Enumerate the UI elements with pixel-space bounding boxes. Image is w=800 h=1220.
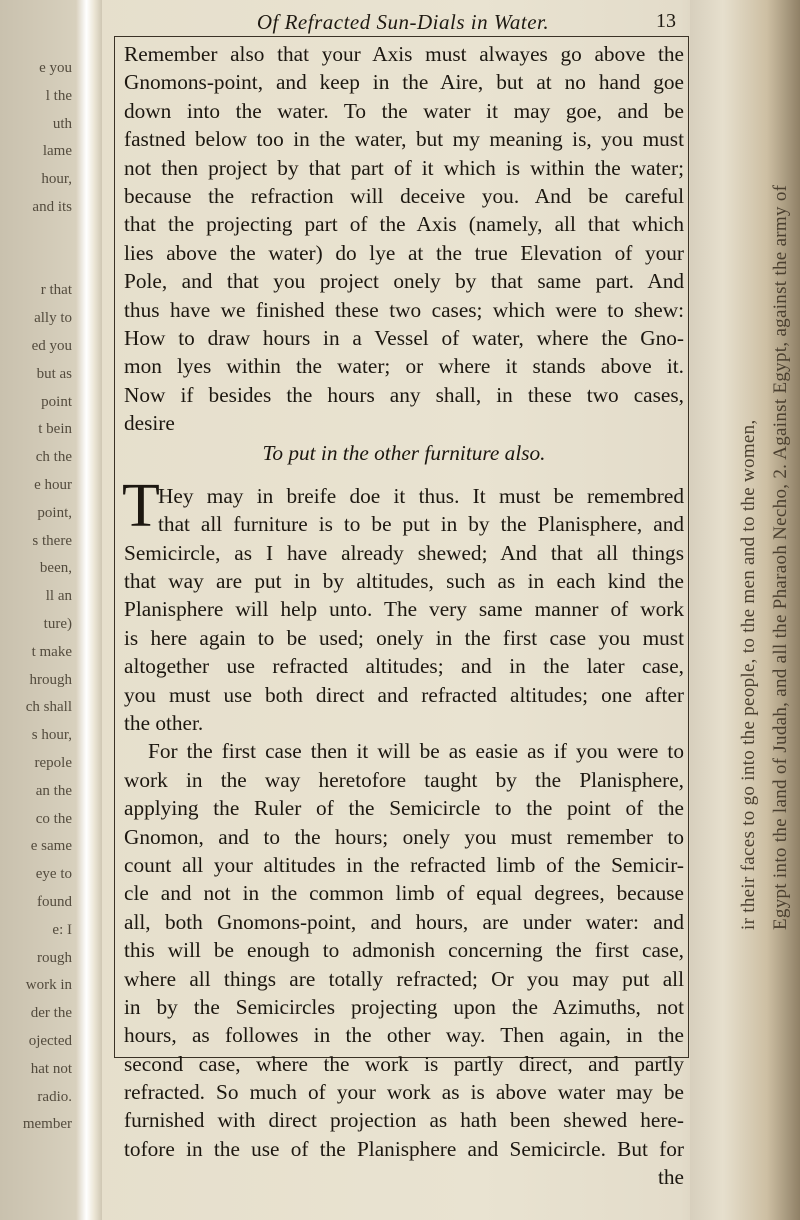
facing-page-line: ojected <box>28 1033 72 1049</box>
facing-page-line: and its <box>32 199 72 215</box>
facing-page-line: ally to <box>34 310 72 327</box>
text-line: that way are put in by altitudes, such as in each kind the <box>124 569 684 594</box>
facing-page-line: ch shall <box>25 699 72 716</box>
text-line: is here again to be used; onely in the first case you must <box>124 625 684 650</box>
text-line: Pole, and that you project onely by that same part. And <box>124 269 684 294</box>
text-line: because the refraction will deceive you. And be careful <box>124 183 684 208</box>
text-line: altogether use refracted altitudes; and in the later case, <box>124 654 684 679</box>
facing-page-line: e you <box>39 60 72 76</box>
facing-page-line: point <box>41 393 72 410</box>
text-line: mon lyes within the water; or where it stands above it. <box>124 354 684 379</box>
facing-page-line: lame <box>42 143 72 160</box>
text-line: this will be enough to admonish concerning the first case, <box>124 938 684 963</box>
facing-page-line: but as <box>36 365 72 382</box>
facing-page-line: been, <box>39 560 72 577</box>
text-line: in by the Semicircles projecting upon the Azimuths, not <box>124 994 684 1019</box>
text-line: Semicircle, as I have already shewed; And that all things <box>124 540 684 565</box>
adjacent-page-text-line-2: Egypt into the land of Judah, and all the Pharaoh Necho, 2. Against Egypt, against the army of <box>770 184 791 930</box>
text-line: down into the water. To the water it may goe, and be <box>124 98 684 123</box>
facing-page-line: member <box>22 1116 72 1133</box>
text-line: second case, where the work is partly direct, and partly <box>124 1051 684 1076</box>
facing-page-line: point, <box>37 504 72 521</box>
text-line: Now if besides the hours any shall, in these two cases, <box>124 382 684 407</box>
facing-page-line: ture) <box>43 616 72 632</box>
adjacent-page-text-line-1: ir their faces to go into the people, to the men and to the women, <box>738 419 759 930</box>
facing-page-line: found <box>37 894 72 910</box>
text-line: Remember also that your Axis must alwayes go above the <box>124 42 684 66</box>
facing-page-line: der the <box>30 1005 72 1022</box>
facing-page-line: e hour <box>34 477 72 493</box>
text-line: cle and not in the common limb of equal degrees, because <box>124 881 684 906</box>
facing-page-line: ch the <box>35 449 72 466</box>
facing-page-line: work in <box>25 977 72 994</box>
paragraph-1 <box>124 40 684 437</box>
page-number: 13 <box>656 10 676 32</box>
facing-page-line: ed you <box>31 338 72 354</box>
text-line: thus have we finished these two cases; which were to shew: <box>124 297 684 322</box>
facing-page-line: s hour, <box>31 727 72 744</box>
facing-page-line: t bein <box>38 421 72 438</box>
facing-page-line: t make <box>31 643 72 660</box>
text-line: not then project by that part of it which is within the water; <box>124 155 684 180</box>
facing-page-line: hat not <box>30 1060 72 1077</box>
text-line: Gnomons-point, and keep in the Aire, but at no hand goe <box>124 70 684 95</box>
facing-page-line: e: I <box>52 921 72 938</box>
text-line: count all your altitudes in the refracted limb of the Semicir- <box>124 852 684 877</box>
facing-page-line: radio. <box>37 1088 72 1105</box>
text-line: fastned below too in the water, but my meaning is, you must <box>124 127 684 152</box>
running-title: Of Refracted Sun-Dials in Water. <box>256 10 550 34</box>
facing-page-line: repole <box>34 755 72 771</box>
text-line: desire <box>124 411 175 436</box>
text-line: where all things are totally refracted; Or you may put all <box>124 966 684 991</box>
text-line: lies above the water) do lye at the true Elevation of your <box>124 240 684 265</box>
facing-page-line: uth <box>52 115 72 132</box>
text-line: refracted. So much of your work as is above water may be <box>124 1080 684 1105</box>
facing-page-line: s there <box>32 532 72 549</box>
text-line: that the projecting part of the Axis (namely, all that which <box>124 212 684 237</box>
facing-page-line: co the <box>35 810 72 827</box>
text-line: work in the way heretofore taught by the Planisphere, <box>124 767 684 792</box>
facing-page-line: rough <box>37 949 72 966</box>
text-line: tofore in the use of the Planisphere and Semicircle. But for <box>124 1136 684 1161</box>
facing-page-line: ll an <box>45 588 72 605</box>
facing-page-line: hrough <box>29 671 72 688</box>
facing-page-line: hour, <box>41 171 72 188</box>
text-line: the other. <box>124 710 204 735</box>
text-line: you must use both direct and refracted altitudes; one after <box>124 682 684 707</box>
text-line: Planisphere will help unto. The very same manner of work <box>124 597 684 622</box>
drop-cap-line-text: Hey may in breife doe it thus. It must be remembred <box>158 483 684 508</box>
text-line: hours, as followes in the other way. Then again, in the <box>124 1023 684 1048</box>
page-header <box>118 8 718 38</box>
text-line: For the first case then it will be as easie as if you were to <box>148 739 684 764</box>
text-line: all, both Gnomons-point, and hours, are under water: and <box>124 909 684 934</box>
drop-cap: T <box>122 471 160 540</box>
catchword: the <box>657 1165 684 1190</box>
text-line: applying the Ruler of the Semicircle to the point of the <box>124 796 684 821</box>
section-heading: To put in the other furniture also. <box>262 441 546 466</box>
book-gutter <box>76 0 102 1220</box>
text-line: How to draw hours in a Vessel of water, where the Gno- <box>124 325 684 350</box>
body-text <box>124 40 684 1192</box>
text-line: Gnomon, and to the hours; onely you must remember to <box>124 824 684 849</box>
facing-page-line: r that <box>40 282 72 299</box>
facing-page-line: an the <box>35 782 72 799</box>
paragraph-2 <box>122 471 684 1163</box>
text-line: that all furniture is to be put in by the Planisphere, and <box>158 512 684 537</box>
text-line: furnished with direct projection as hath been shewed here- <box>124 1108 684 1133</box>
facing-page-line: e same <box>30 838 72 855</box>
facing-page-line: l the <box>45 87 72 104</box>
facing-page-line: eye to <box>35 866 72 883</box>
